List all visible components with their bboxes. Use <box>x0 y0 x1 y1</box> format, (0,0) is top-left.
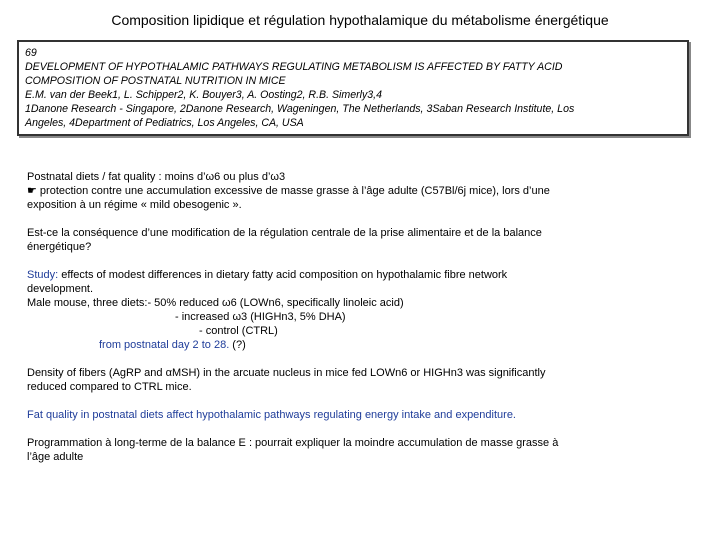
text-line: Est-ce la conséquence d’une modification de la régulation centrale de la prise alimentaire et de la balance <box>27 227 542 239</box>
paragraph-diets <box>27 170 667 212</box>
reference-title-line: COMPOSITION OF POSTNATAL NUTRITION IN MICE <box>25 75 286 87</box>
paragraph-conclusion <box>27 408 667 422</box>
reference-affiliations: 1Danone Research - Singapore, 2Danone Research, Wageningen, The Netherlands, 3Saban Research Institute, Los <box>25 103 575 115</box>
reference-affiliations: Angeles, 4Department of Pediatrics, Los Angeles, CA, USA <box>25 117 304 129</box>
reference-box <box>17 40 689 136</box>
text-line: Postnatal diets / fat quality : moins d’ω6 ou plus d’ω3 <box>27 171 286 183</box>
page-title: Composition lipidique et régulation hypothalamique du métabolisme énergétique <box>111 12 609 28</box>
paragraph-programming <box>27 436 667 464</box>
text-line: Male mouse, three diets:- 50% reduced ω6 (LOWn6, specifically linoleic acid) <box>27 297 404 309</box>
text-line: exposition à un régime « mild obesogenic ». <box>27 199 242 211</box>
text-line: Density of fibers (AgRP and αMSH) in the arcuate nucleus in mice fed LOWn6 or HIGHn3 was significantly <box>27 367 546 379</box>
study-period: from postnatal day 2 to 28. <box>99 339 230 351</box>
text-line: Programmation à long-terme de la balance E : pourrait expliquer la moindre accumulation de masse grasse à <box>27 437 559 449</box>
reference-authors: E.M. van der Beek1, L. Schipper2, K. Bouyer3, A. Oosting2, R.B. Simerly3,4 <box>25 89 383 101</box>
text-line <box>27 338 667 352</box>
paragraph-study <box>27 268 667 352</box>
summary-content <box>27 170 667 478</box>
paragraph-results <box>27 366 667 394</box>
text-line: Fat quality in postnatal diets affect hypothalamic pathways regulating energy intake and expenditure. <box>27 409 516 421</box>
text-line: reduced compared to CTRL mice. <box>27 381 192 393</box>
text-line: development. <box>27 283 94 295</box>
paragraph-question <box>27 226 667 254</box>
study-period-note: (?) <box>229 339 246 351</box>
text-line: énergétique? <box>27 241 92 253</box>
study-label: Study: <box>27 269 59 281</box>
study-text: effects of modest differences in dietary fatty acid composition on hypothalamic fibre network <box>58 269 508 281</box>
text-line: - increased ω3 (HIGHn3, 5% DHA) <box>175 311 346 323</box>
text-line: l’âge adulte <box>27 451 84 463</box>
reference-title-line: DEVELOPMENT OF HYPOTHALAMIC PATHWAYS REGULATING METABOLISM IS AFFECTED BY FATTY ACID <box>25 61 563 73</box>
text-line: ☛ protection contre une accumulation excessive de masse grasse à l’âge adulte (C57Bl/6j mice), lors d’une <box>27 185 550 197</box>
text-line: - control (CTRL) <box>199 325 278 337</box>
text-line <box>27 268 667 282</box>
reference-number: 69 <box>25 47 37 59</box>
